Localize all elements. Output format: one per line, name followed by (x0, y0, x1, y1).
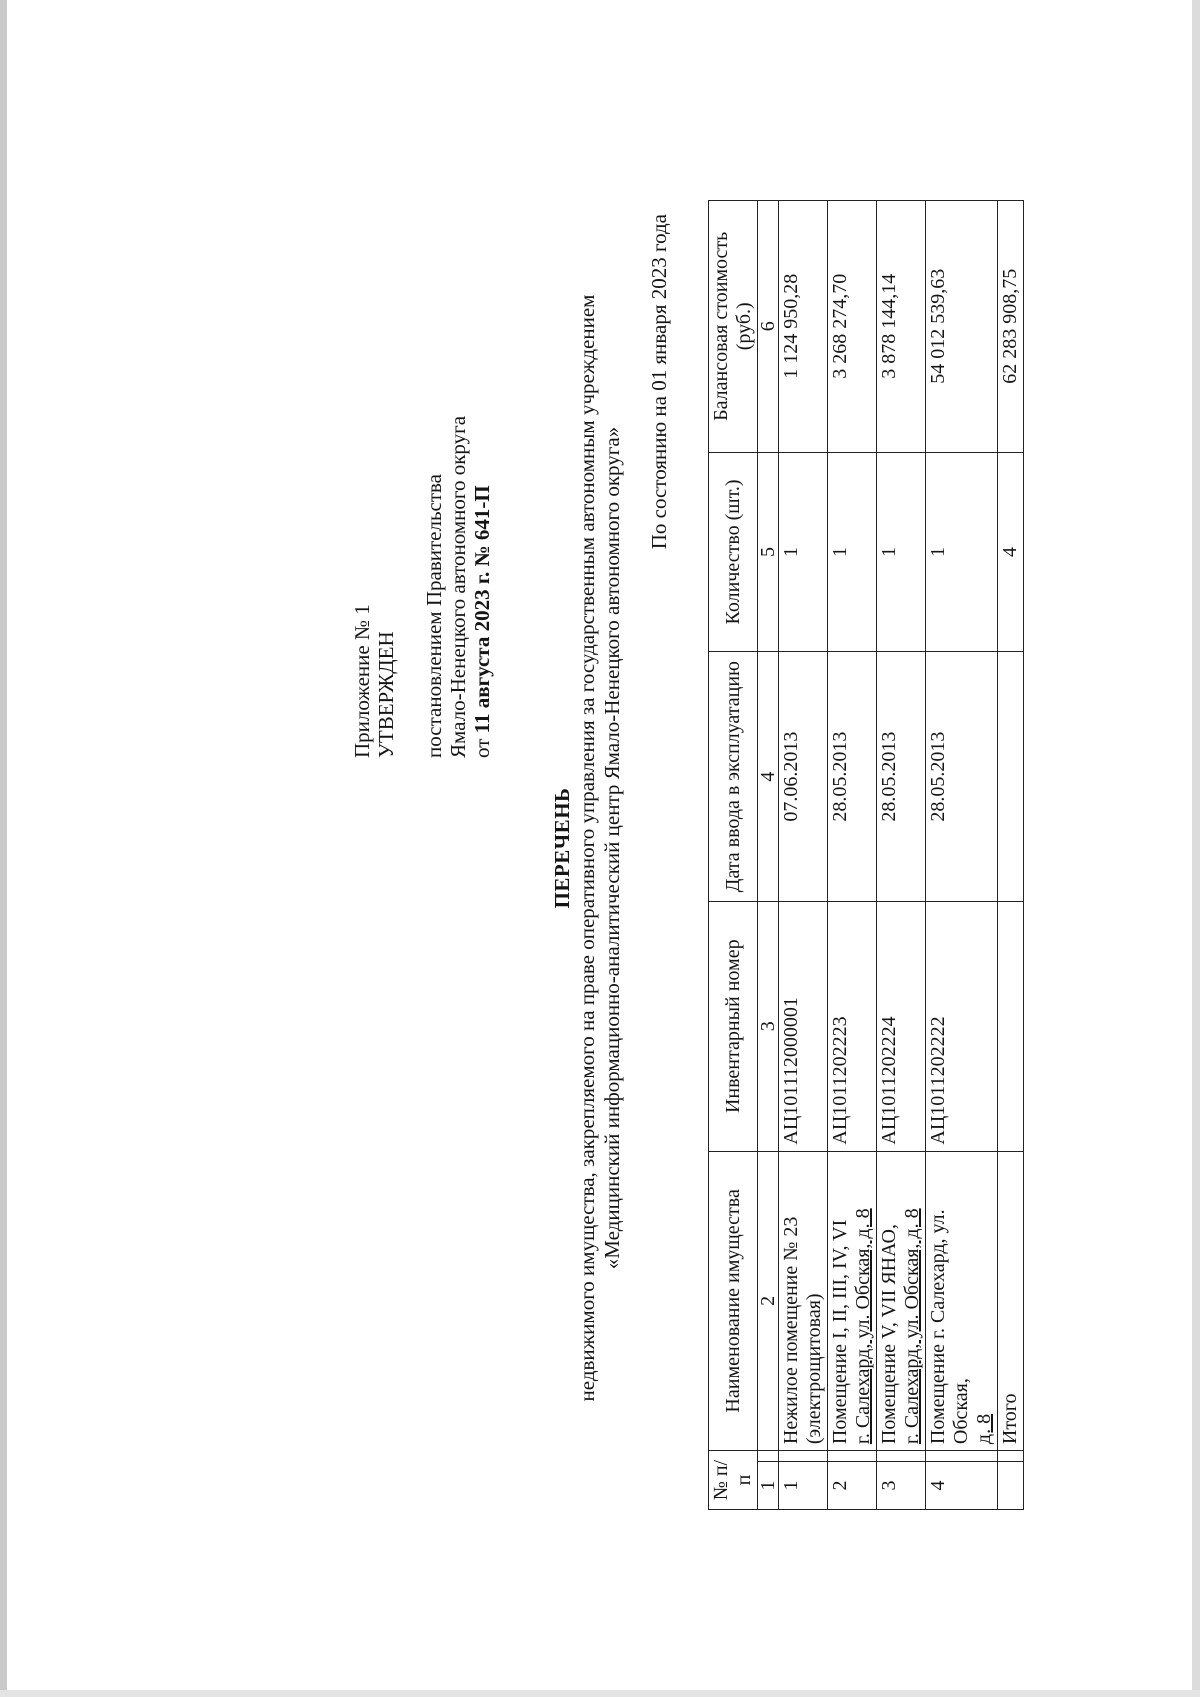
document-title (550, 148, 625, 1548)
title-line-2: «Медицинский информационно-аналитический центр Ямало-Ненецкого автономного округа» (600, 426, 624, 1270)
scan-edge-left (0, 0, 7, 1697)
property-table (708, 200, 1024, 1510)
table-row: 2 Помещение I, II, III, IV, VI г. Салехард, ул. Обская, д. 8 АЦ1011202223 28.05.2013 1 3 268 274,70 (828, 201, 877, 1510)
total-cost: 62 283 908,75 (998, 201, 1024, 453)
title-line-1: недвижимого имущества, закрепляемого на праве оперативного управления за государственным автономным учреждением (575, 294, 599, 1402)
header-cost: Балансовая стоимость (руб.) (709, 201, 758, 453)
resolution-line: постановлением Правительства (422, 473, 446, 758)
header-inventory: Инвентарный номер (709, 901, 758, 1151)
table-row: 4 Помещение г. Салехард, ул. Обская, д. 8 АЦ1011202222 28.05.2013 1 54 012 539,63 (926, 201, 998, 1510)
as-of-date: По состоянию на 01 января 2023 года (647, 214, 671, 550)
table-row: 1 Нежилое помещение № 23 (электрощитовая) АЦ101112000001 07.06.2013 1 1 124 950,28 (779, 201, 828, 1510)
rotated-page-content (160, 148, 1040, 1548)
scan-edge-right (1192, 0, 1200, 1697)
total-quantity: 4 (998, 452, 1024, 652)
authority-line: Ямало-Ненецкого автономного округа (446, 415, 470, 758)
header-num: № п/п (709, 1451, 758, 1510)
table-header-row (709, 201, 758, 1510)
approved-label: УТВЕРЖДЕН (374, 631, 398, 758)
resolution-date-line: от 11 августа 2023 г. № 641-П (470, 485, 494, 758)
resolution-number: 11 августа 2023 г. № 641-П (470, 485, 494, 734)
scan-edge-bottom (0, 1690, 1200, 1697)
total-label: Итого (998, 1151, 1024, 1451)
approval-block (350, 238, 494, 758)
header-name: Наименование имущества (709, 1151, 758, 1451)
table-row: 3 Помещение V, VII ЯНАО, г. Салехард, ул. Обская, д. 8 АЦ1011202224 28.05.2013 1 3 878 144,14 (877, 201, 926, 1510)
header-date: Дата ввода в эксплуатацию (709, 652, 758, 902)
table-total-row (998, 201, 1024, 1510)
column-number-row: 1 2 3 4 5 6 (758, 201, 779, 1510)
appendix-number: Приложение № 1 (350, 604, 374, 758)
title-heading: ПЕРЕЧЕНЬ (550, 787, 574, 909)
header-quantity: Количество (шт.) (709, 452, 758, 652)
